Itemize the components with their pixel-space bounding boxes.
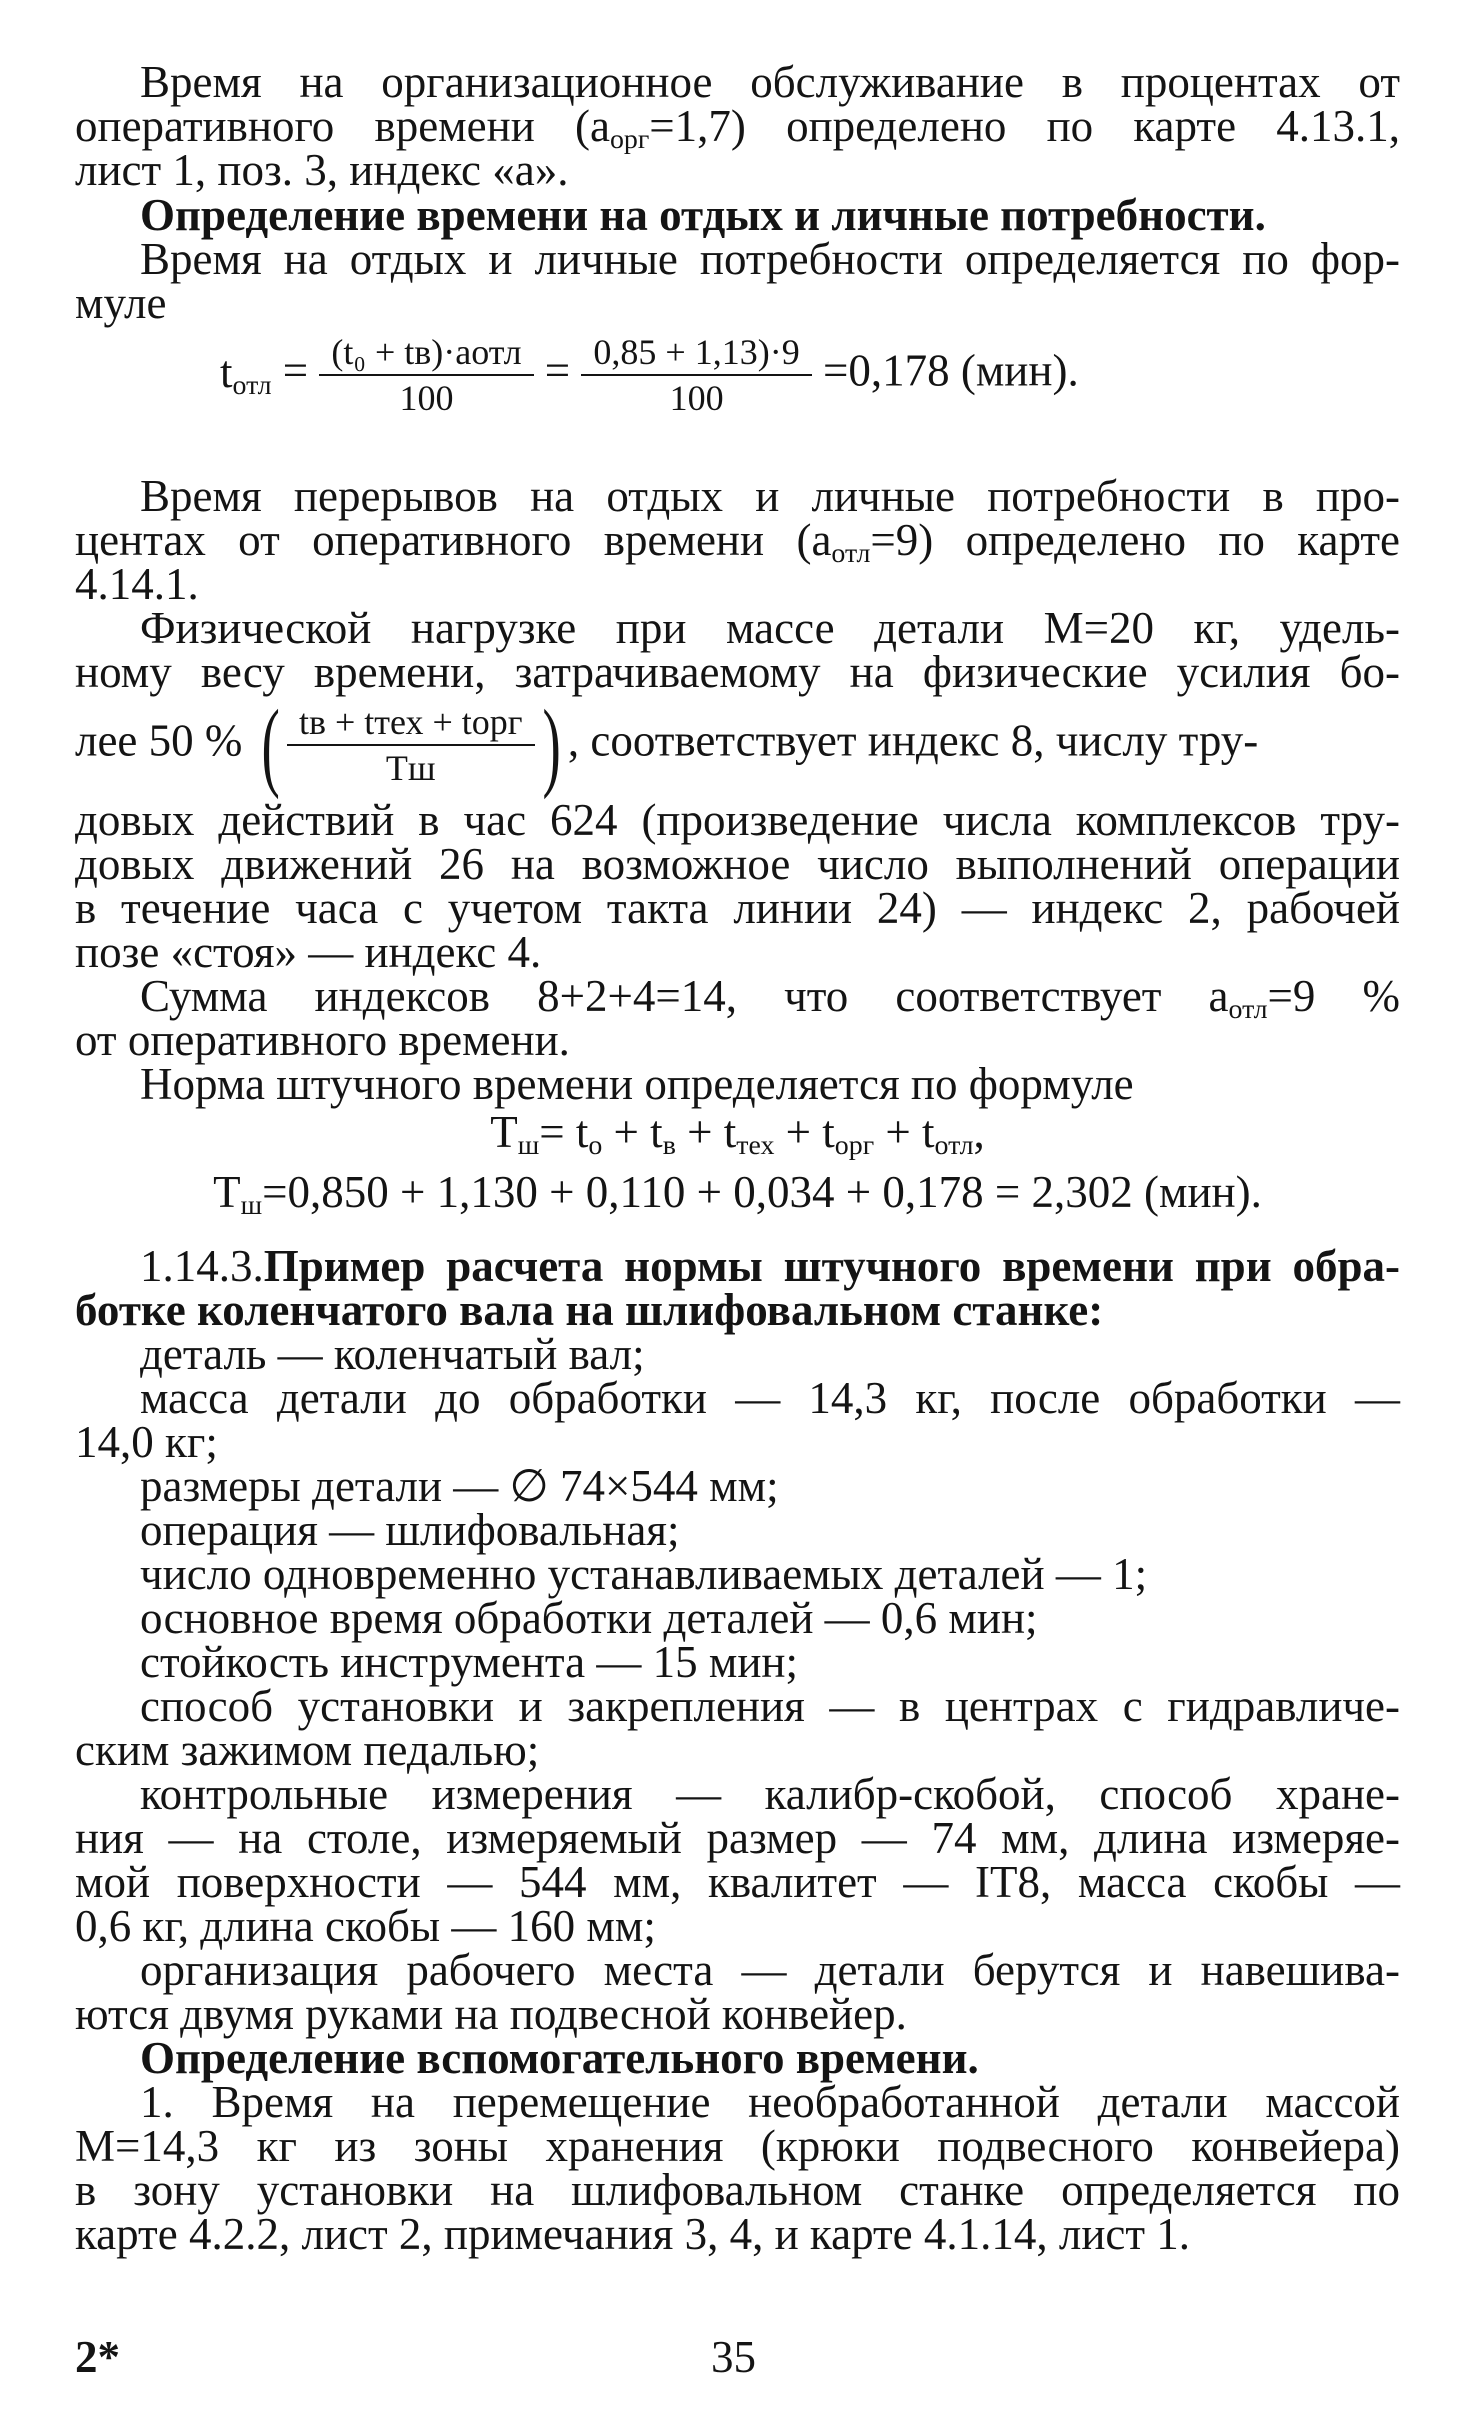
- list-item: ния — на столе, измеряемый размер — 74 мм, длина измеряе-: [75, 1813, 1400, 1863]
- list-item: мой поверхности — 544 мм, квалитет — IT8, масса скобы —: [75, 1857, 1400, 1907]
- list-item: масса детали до обработки — 14,3 кг, после обработки —: [140, 1373, 1400, 1423]
- text-line: Время перерывов на отдых и личные потребности в про-: [140, 471, 1400, 521]
- fraction: $\frac{\text{(t₀ + tв)·aотл}}{100}$: [319, 330, 533, 420]
- text-line: от оперативного времени.: [75, 1015, 570, 1065]
- list-item: стойкость инструмента — 15 мин;: [140, 1637, 799, 1687]
- formula-t-sh: $Т_ш= t_о + t_в + t_{тех} + t_{орг} + t_{отл}$,: [490, 1107, 985, 1161]
- list-item: основное время обработки деталей — 0,6 мин;: [140, 1593, 1038, 1643]
- section-heading: Определение вспомогательного времени.: [140, 2033, 979, 2083]
- text-line: довых движений 26 на возможное число выполнений операции: [75, 839, 1400, 889]
- text-line: оперативного времени $(a_{орг}=1,7)$ определено по карте 4.13.1,: [75, 101, 1400, 155]
- text-line: Норма штучного времени определяется по формуле: [140, 1059, 1134, 1109]
- text-line: карте 4.2.2, лист 2, примечания 3, 4, и карте 4.1.14, лист 1.: [75, 2209, 1191, 2259]
- list-item: 14,0 кг;: [75, 1417, 218, 1467]
- formula-t-sh-value: $Т_ш=0,850 + 1,130 + 0,110 + 0,034 + 0,178 = 2,302$ (мин).: [213, 1167, 1262, 1221]
- text-line: ному весу времени, затрачиваемому на физические усилия бо-: [75, 647, 1400, 697]
- list-item: число одновременно устанавливаемых деталей — 1;: [140, 1549, 1148, 1599]
- text-line: Физической нагрузке при массе детали M=20 кг, удель-: [140, 603, 1400, 653]
- section-heading: ботке коленчатого вала на шлифовальном станке:: [75, 1285, 1104, 1335]
- list-item: деталь — коленчатый вал;: [140, 1329, 645, 1379]
- fraction: $\frac{0,85 + 1,13)\cdot 9}{100}$: [581, 330, 811, 420]
- text-line: Сумма индексов 8+2+4=14, что соответствует $a_{отл}=9$ %: [140, 971, 1400, 1025]
- list-item: ским зажимом педалью;: [75, 1725, 540, 1775]
- fraction: $\frac{\text{tв + tтех + tорг}}{Тш}$: [287, 700, 535, 790]
- list-item: операция — шлифовальная;: [140, 1505, 680, 1555]
- text-line: Время на отдых и личные потребности определяется по фор-: [140, 234, 1400, 284]
- signature-mark: 2*: [75, 2332, 120, 2382]
- text-line: лист 1, поз. 3, индекс «а».: [75, 145, 569, 195]
- formula-t-otl: $t_{отл}$ = $\frac{\text{(t₀ + tв)·aотл}}{100}$ = $\frac{0,85 + 1,13)\cdot 9}{100}$ =0,178 (мин).: [220, 332, 1079, 418]
- text-line: 4.14.1.: [75, 559, 199, 609]
- list-item: способ установки и закрепления — в центрах с гидравличе-: [140, 1681, 1400, 1731]
- list-item: ются двумя руками на подвесной конвейер.: [75, 1989, 907, 2039]
- list-item: организация рабочего места — детали берутся и навешива-: [140, 1945, 1400, 1995]
- text-line: муле: [75, 278, 167, 328]
- text-line: Время на организационное обслуживание в процентах от: [140, 57, 1400, 107]
- section-heading: Определение времени на отдых и личные потребности.: [140, 190, 1266, 240]
- text-line: 1.14.3.Пример расчета нормы штучного времени при обра-: [140, 1241, 1400, 1291]
- text-line-with-fraction: лее 50 % ( $\frac{\text{tв + tтех + tорг}}{Тш}$ ) , соответствует индекс 8, числу тру-: [75, 689, 1259, 800]
- text-line: довых действий в час 624 (произведение числа комплексов тру-: [75, 795, 1400, 845]
- text-line: в течение часа с учетом такта линии 24) — индекс 2, рабочей: [75, 883, 1400, 933]
- text-line: 1. Время на перемещение необработанной детали массой: [140, 2077, 1400, 2127]
- text-line: центах от оперативного времени $(a_{отл}=9)$ определено по карте: [75, 515, 1400, 569]
- list-item: размеры детали — ∅ 74×544 мм;: [140, 1461, 779, 1511]
- page-number: 35: [711, 2332, 756, 2382]
- text-line: M=14,3 кг из зоны хранения (крюки подвесного конвейера): [75, 2121, 1400, 2171]
- text-line: позе «стоя» — индекс 4.: [75, 927, 542, 977]
- list-item: 0,6 кг, длина скобы — 160 мм;: [75, 1901, 656, 1951]
- text-line: в зону установки на шлифовальном станке определяется по: [75, 2165, 1400, 2215]
- list-item: контрольные измерения — калибр-скобой, способ хране-: [140, 1769, 1400, 1819]
